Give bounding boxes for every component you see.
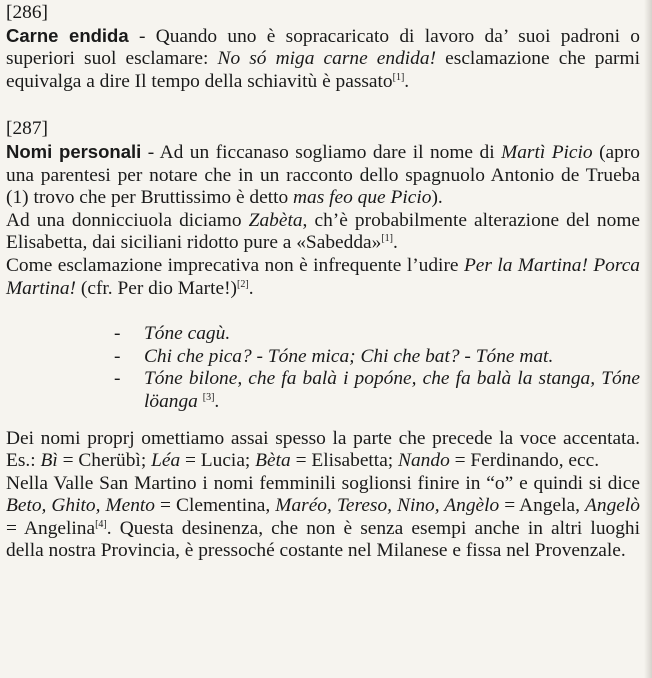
- text-run: .: [393, 232, 398, 254]
- text-run: = Lucia;: [180, 450, 256, 472]
- footnote-ref: [1]: [381, 233, 393, 245]
- quote-item: [114, 323, 640, 346]
- text-run: .: [214, 390, 220, 412]
- text-run: .: [248, 277, 254, 299]
- quote-text: [144, 323, 230, 344]
- footnote-ref: [1]: [392, 71, 405, 83]
- italic-text: No só miga carne endida!: [217, 48, 437, 70]
- entry-paragraph: [6, 141, 640, 210]
- page-gutter-shadow: [644, 0, 652, 678]
- text-run: = Ferdinando, ecc.: [449, 450, 600, 472]
- entry-title: Nomi personali: [6, 140, 142, 162]
- entry-286: [6, 2, 640, 93]
- text-run: = Clementina,: [155, 495, 276, 517]
- italic-text: Nando: [398, 450, 450, 472]
- italic-text: Per la Martina! Porca Martina!: [6, 254, 641, 299]
- italic-text: Tóne cagù.: [144, 323, 231, 345]
- text-run: - Ad un ficcanaso sogliamo dare il nome di: [141, 141, 502, 163]
- text-run: Dei nomi proprj omettiamo assai spesso la parte che precede la voce accentata. Es.:: [6, 427, 640, 472]
- entry-number: [286]: [6, 2, 49, 23]
- quote-item: [114, 368, 640, 413]
- entry-title: Carne endida: [6, 24, 129, 46]
- footnote-ref: [4]: [95, 518, 107, 530]
- italic-text: Tóne bilone, che fa balà i popóne, che fa balà la stanga, Tóne löanga: [144, 368, 640, 412]
- italic-text: Bèta: [255, 450, 291, 472]
- list-dash: -: [114, 323, 121, 345]
- italic-text: Chi che pica? - Tóne mica; Chi che bat? - Tóne mat.: [144, 345, 554, 367]
- italic-text: Beto, Ghito, Mento: [6, 495, 156, 517]
- entry-paragraph: [6, 25, 640, 94]
- entry-paragraph: [6, 210, 640, 255]
- quote-list: [6, 323, 640, 413]
- text-run: = Angelina: [6, 517, 96, 539]
- entry-paragraph: [6, 255, 640, 300]
- text-run: Nella Valle San Martino i nomi femminili soglionsi finire in “o” e quindi si dice: [6, 472, 640, 494]
- entry-number: [287]: [6, 118, 49, 140]
- text-run: Come esclamazione imprecativa non è infrequente l’udire: [6, 254, 464, 276]
- list-dash: -: [114, 345, 121, 367]
- text-run: ).: [431, 187, 443, 209]
- text-run: esclamazione che parmi equivalga a dire Il tempo della schiavitù è passato: [6, 48, 640, 92]
- list-dash: -: [114, 368, 121, 390]
- italic-text: Maréo, Tereso, Nino, Angèlo: [275, 495, 500, 517]
- italic-text: Angelò: [585, 495, 640, 517]
- text-run: Ad una donnicciuola diciamo: [6, 209, 249, 231]
- text-run: (apro una parentesi per notare che in un racconto dello spagnuolo Antonio de Trueba (1) trovo che per Bruttissimo è detto: [6, 141, 641, 209]
- footnote-ref: [2]: [237, 278, 249, 290]
- quote-item: [114, 346, 640, 369]
- italic-text: Martì Picio: [501, 141, 593, 163]
- text-run: (cfr. Per dio Marte!): [76, 277, 238, 299]
- text-run: = Elisabetta;: [290, 450, 399, 472]
- text-run: , ch’è probabilmente alterazione del nome Elisabetta, dai siciliani ridotto pure a «Sabedda»: [6, 209, 641, 254]
- text-run: .: [404, 70, 410, 92]
- entry-287: [6, 118, 640, 563]
- entry-paragraph: [6, 428, 640, 473]
- quote-text: [144, 346, 553, 367]
- entry-paragraph: [6, 473, 640, 563]
- footnote-ref: [3]: [202, 391, 215, 403]
- quote-text: [144, 368, 640, 412]
- italic-text: mas feo que Picio: [293, 187, 432, 209]
- italic-text: Léa: [151, 450, 181, 472]
- text-run: - Quando uno è sopracaricato di lavoro da’ suoi padroni o superiori suol esclamare:: [6, 25, 640, 70]
- text-run: = Cherübì;: [57, 450, 152, 472]
- italic-text: Zabèta: [248, 209, 303, 231]
- text-run: = Angela,: [499, 495, 586, 517]
- text-run: . Questa desinenza, che non è senza esempi anche in altri luoghi della nostra Provincia, è pressoché costante nel Milanese e fissa nel Provenzale.: [6, 517, 640, 562]
- italic-text: Bì: [40, 450, 58, 472]
